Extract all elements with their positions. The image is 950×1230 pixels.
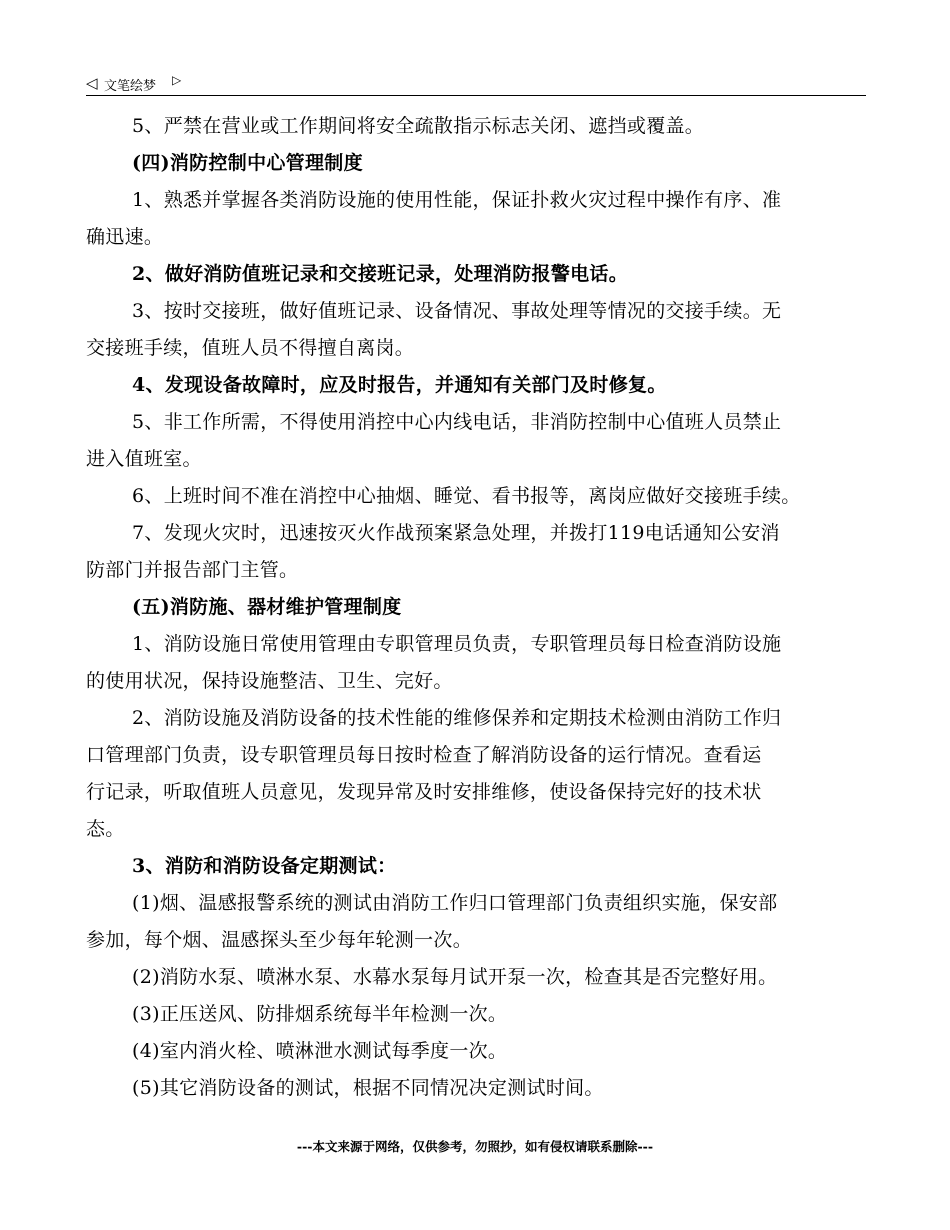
paragraph-line: 确迅速。 <box>86 226 164 248</box>
paragraph-line-bold: 4、发现设备故障时，应及时报告，并通知有关部门及时修复。 <box>132 374 667 396</box>
paragraph-line: 2、消防设施及消防设备的技术性能的维修保养和定期技术检测由消防工作归 <box>132 707 782 729</box>
section-heading: (五)消防施、器材维护管理制度 <box>132 596 402 618</box>
paragraph-line: 的使用状况，保持设施整洁、卫生、完好。 <box>86 670 453 692</box>
page-header <box>86 72 866 94</box>
paragraph-line: 进入值班室。 <box>86 448 202 470</box>
header-brand: 文笔绘梦 <box>104 79 157 94</box>
page-footer: ---本文来源于网络，仅供参考，勿照抄，如有侵权请联系删除--- <box>296 1139 654 1154</box>
paragraph-line: 态。 <box>86 818 125 840</box>
paragraph-line: 交接班手续，值班人员不得擅自离岗。 <box>86 337 415 359</box>
paragraph-line: 行记录，听取值班人员意见，发现异常及时安排维修，使设备保持完好的技术状 <box>86 781 762 803</box>
paragraph-line: (2)消防水泵、喷淋水泵、水幕水泵每月试开泵一次，检查其是否完整好用。 <box>132 966 778 988</box>
section-heading: (四)消防控制中心管理制度 <box>132 152 363 174</box>
paragraph-line: (5)其它消防设备的测试，根据不同情况决定测试时间。 <box>132 1077 604 1099</box>
paragraph-line: (3)正压送风、防排烟系统每半年检测一次。 <box>132 1003 508 1025</box>
left-triangle-icon: ◁ <box>86 74 98 92</box>
paragraph-line: 1、消防设施日常使用管理由专职管理员负责，专职管理员每日检查消防设施 <box>132 633 782 655</box>
paragraph-line: 6、上班时间不准在消控中心抽烟、睡觉、看书报等，离岗应做好交接班手续。 <box>132 485 801 507</box>
paragraph-line: 5、非工作所需，不得使用消控中心内线电话，非消防控制中心值班人员禁止 <box>132 411 782 433</box>
paragraph-line-bold: 2、做好消防值班记录和交接班记录，处理消防报警电话。 <box>132 263 629 285</box>
right-triangle-icon: ▷ <box>172 73 182 87</box>
paragraph-line: (4)室内消火栓、喷淋泄水测试每季度一次。 <box>132 1040 508 1062</box>
paragraph-line: 5、严禁在营业或工作期间将安全疏散指示标志关闭、遮挡或覆盖。 <box>132 115 705 137</box>
paragraph-line: 参加，每个烟、温感探头至少每年轮测一次。 <box>86 929 473 951</box>
paragraph-line: 1、熟悉并掌握各类消防设施的使用性能，保证扑救火灾过程中操作有序、准 <box>132 189 782 211</box>
paragraph-line: (1)烟、温感报警系统的测试由消防工作归口管理部门负责组织实施，保安部 <box>132 892 778 914</box>
paragraph-line: 7、发现火灾时，迅速按灭火作战预案紧急处理，并拨打119电话通知公安消 <box>132 522 780 544</box>
paragraph-line: 口管理部门负责，设专职管理员每日按时检查了解消防设备的运行情况。查看运 <box>86 744 762 766</box>
paragraph-line: 3、按时交接班，做好值班记录、设备情况、事故处理等情况的交接手续。无 <box>132 300 782 322</box>
paragraph-line: 防部门并报告部门主管。 <box>86 559 299 581</box>
header-rule <box>86 95 866 96</box>
paragraph-line-bold: 3、消防和消防设备定期测试： <box>132 855 397 877</box>
